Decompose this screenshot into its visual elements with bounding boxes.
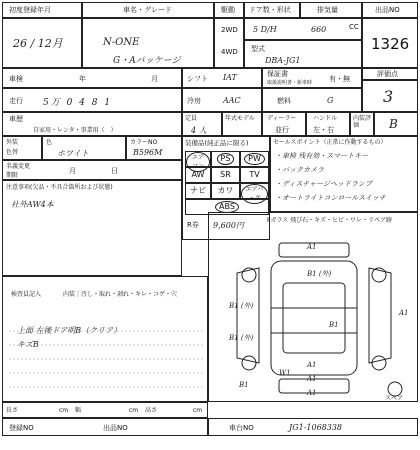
inspector-ruled-lines (3, 277, 209, 403)
score-value: 3 (383, 87, 394, 106)
first-reg-label: 初度登録年月 (9, 6, 51, 14)
interior-label: 内装評価 (353, 115, 372, 129)
chassis-label: 車台NO (229, 424, 254, 432)
name-change-cell (2, 160, 182, 180)
shaken-cell (2, 68, 182, 88)
width-label: 幅 (75, 407, 82, 414)
sales-point-line-3: ・ディスチャージヘッドランプ (275, 180, 372, 188)
car-name-value-cell (82, 18, 214, 68)
mark-right-mid: B1 (329, 321, 339, 329)
doors-value: 5 D/H (253, 25, 277, 34)
equip-ps: PS (211, 151, 240, 167)
notes-line-1: 社外AW4本 (11, 200, 54, 209)
exterior-value: 色替 (6, 149, 19, 156)
model-value: DBA-JG1 (265, 56, 301, 65)
score-label: 評価点 (377, 70, 398, 78)
name-change-month: 月 (69, 167, 76, 175)
height-label: 高さ (145, 407, 158, 414)
history-label: 車歴 (9, 115, 23, 123)
mark-left-bottom: B1 (外) (229, 334, 254, 342)
score-value-cell (362, 80, 418, 112)
displacement-header-cell (300, 2, 362, 18)
grade-value: G・Aパッケージ (113, 56, 181, 66)
color-cell (42, 136, 126, 160)
equip-tv: TV (240, 167, 269, 183)
interior-value-cell (374, 112, 418, 136)
mileage-cell (2, 88, 182, 112)
equip-aw: AW (185, 167, 211, 183)
drive-label: 駆動 (221, 6, 235, 14)
model-label: 型式 (251, 45, 265, 53)
inspector-tags: 内装｜汚し・取れ・剥れ・キレ・コゲ・穴 (63, 291, 177, 298)
notes-box (2, 180, 182, 276)
equip-abs: ABS (185, 199, 269, 215)
car-name-header-cell (82, 2, 214, 18)
cc-value: 660 (311, 25, 327, 34)
equip-sr: SR (211, 167, 240, 183)
first-reg-header-cell (2, 2, 82, 18)
equip-ac: エアコン (185, 151, 211, 167)
chassis-value: JG1-1068338 (289, 423, 343, 432)
size-cell (2, 402, 208, 418)
equip-pw: PW (240, 151, 269, 167)
inspector-title: 検査員記入 (11, 291, 42, 298)
stock-no-header-cell (362, 2, 418, 18)
color-no-label: カラーNO (130, 139, 158, 146)
warranty-label: 保証書 (267, 70, 288, 78)
model-year-cell (222, 112, 262, 136)
notes-title: 注意事項(欠品・不具合箇所および状態) (6, 184, 113, 191)
r-value: 9,600円 (213, 221, 244, 230)
mileage-value: 5万 0 4 8 1 (43, 98, 113, 108)
name-change-day: 日 (111, 167, 118, 175)
footer-stock-no-label: 出品NO (103, 424, 128, 432)
inspector-line-1: 上面 左後ドア明B（クリア） (17, 326, 122, 335)
capacity-label: 定員 (185, 115, 198, 122)
shaken-label: 車検 (9, 75, 23, 83)
doors-label: ドア数・形状 (249, 6, 291, 14)
stock-no-label: 出品NO (375, 6, 400, 14)
color-value: ホワイト (57, 149, 89, 158)
dealer-value: 並行 (275, 126, 289, 134)
mark-top: A1 (307, 243, 317, 251)
r-label: R券 (187, 221, 199, 229)
car-name-value: N-ONE (103, 37, 140, 48)
color-label: 色 (46, 139, 53, 146)
inspector-box (2, 276, 208, 402)
length-label: 長さ (6, 407, 19, 414)
capacity-cell (182, 112, 222, 136)
cc-unit: CC (349, 23, 359, 31)
height-unit: cm (193, 407, 203, 414)
name-change-label: 名義変更 (6, 163, 31, 170)
equip-leather: カワ (211, 183, 240, 199)
fuel-label: 燃料 (277, 97, 291, 105)
sales-point-title: セールスポイント（正常に作動するもの） (273, 139, 387, 146)
model-cell (244, 40, 362, 68)
mark-bottom-w: W1 (279, 369, 291, 377)
fuel-value: G (327, 96, 334, 105)
color-no-value: B596M (133, 148, 163, 157)
displacement-label: 排気量 (317, 6, 338, 14)
exterior-label: 外装 (6, 139, 19, 146)
reg-no-label: 登録NO (9, 424, 34, 432)
mileage-label: 走行 (9, 97, 23, 105)
color-no-cell (126, 136, 182, 160)
mark-right-top: A1 (399, 309, 409, 317)
drive-value-cell (214, 18, 244, 68)
dealer-label: ディーラー (267, 115, 297, 122)
ac-cell (182, 88, 262, 112)
doors-header-cell (244, 2, 300, 18)
drive-4wd: 4WD (221, 48, 238, 56)
first-reg-value-cell (2, 18, 82, 68)
model-year-label: 年式モデル (225, 115, 255, 122)
equip-navi: ナビ (185, 183, 211, 199)
dealer-cell (262, 112, 306, 136)
sales-point-box (270, 136, 418, 212)
name-change-deadline: 期限 (6, 172, 19, 179)
shift-label: シフト (187, 75, 208, 83)
mark-bottom-mid: A1 (307, 361, 317, 369)
chassis-cell (208, 418, 418, 436)
shift-cell (182, 68, 262, 88)
sales-point-line-4: ・オートライトコンロールスイッチ (275, 194, 386, 202)
history-value: 自家用・レンタ・事業用（ ） (33, 127, 117, 134)
reg-no-cell (2, 418, 208, 436)
ac-label: 冷房 (187, 97, 201, 105)
handle-cell (306, 112, 350, 136)
mark-bottom-a: A1 (307, 375, 317, 383)
warranty-value: 有・無 (329, 75, 350, 83)
car-name-label: 車名・グレード (123, 6, 172, 14)
mark-left-top: B1 (外) (229, 302, 254, 310)
interior-value: B (389, 117, 398, 131)
drive-header-cell (214, 2, 244, 18)
mark-front: B1 (外) (307, 270, 332, 278)
doors-value-cell (244, 18, 362, 40)
capacity-value: 4 人 (191, 126, 207, 135)
shaken-year-label: 年 (79, 75, 86, 83)
inspector-line-2: キズB (17, 340, 39, 349)
handle-label: ハンドル (313, 115, 338, 122)
equip-airbag: エアバッグ (240, 183, 269, 199)
mark-bottom-b: B1 (239, 381, 249, 389)
equipment-title: 装備品(純正品に限る) (185, 139, 249, 147)
first-reg-value: 26 / 12月 (13, 37, 63, 50)
glass-hint: Fガラス 飛び石・キズ・ヒビ・ワレ・リペア跡 (267, 217, 392, 224)
width-unit: cm (129, 407, 139, 414)
interior-label-cell (350, 112, 374, 136)
drive-2wd: 2WD (221, 26, 238, 34)
shift-value: IAT (223, 73, 237, 82)
car-diagram-box (208, 212, 418, 402)
length-unit: cm (59, 407, 69, 414)
fuel-cell (262, 88, 362, 112)
history-cell (2, 112, 182, 136)
sales-point-line-2: ・バックカメラ (275, 166, 324, 174)
ac-value: AAC (223, 96, 241, 105)
stock-no-value-cell (362, 18, 418, 68)
score-label-cell (362, 68, 418, 80)
exterior-cell (2, 136, 42, 160)
spare-label: スペア (385, 395, 404, 402)
warranty-cell (262, 68, 362, 88)
handle-value: 左・右 (313, 126, 334, 134)
shaken-month-label: 月 (151, 75, 158, 83)
warranty-sub: 取扱説明書・新車時 (267, 80, 313, 86)
stock-no-value: 1326 (371, 35, 410, 53)
mark-rear: A1 (307, 389, 317, 397)
sales-point-line-1: ・車検 残有効・スマートキー (275, 152, 369, 160)
